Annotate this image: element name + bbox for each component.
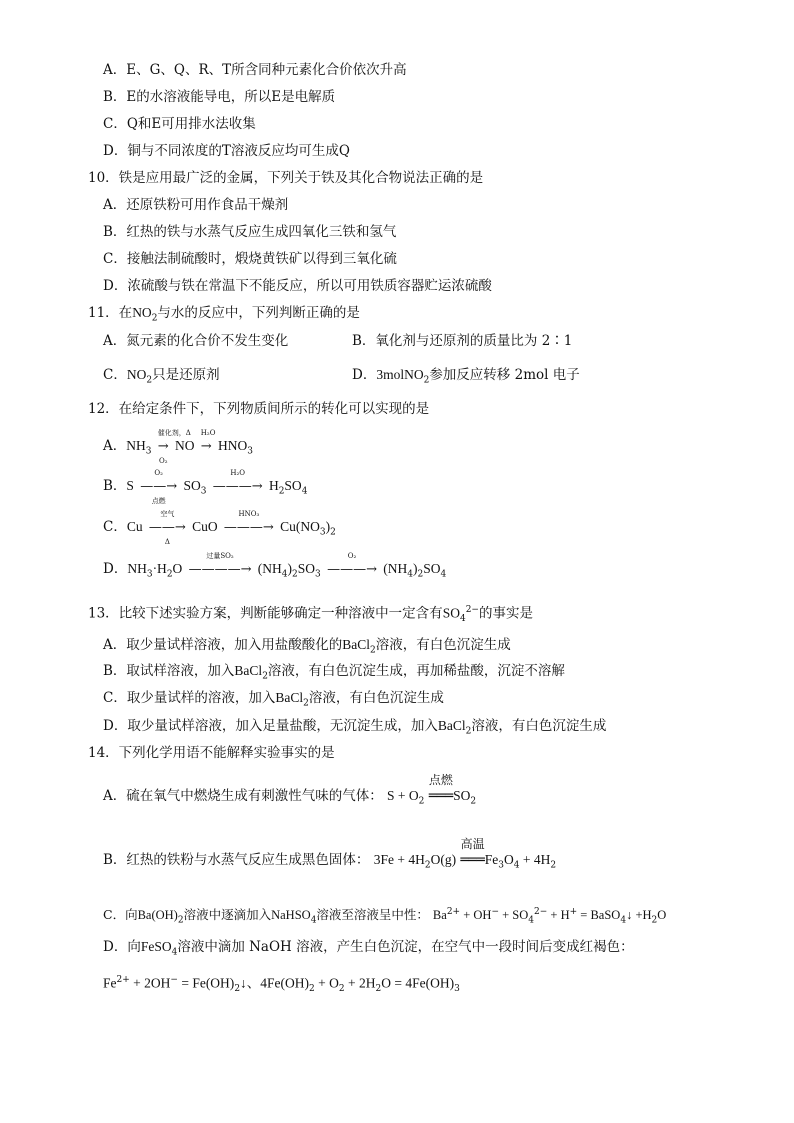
q13-option-c: C．取少量试样的溶液，加入BaCl$_2$溶液，有白色沉淀生成 <box>103 690 444 709</box>
q14-option-a: A．硫在氧气中燃烧生成有刺激性气味的气体： $S + O_2$ 点燃 $═══SO_2$ <box>103 773 477 807</box>
q12-option-b: B．S O₂ ——→ 点燃 $SO_3$ H₂O ———→ $H_2SO_4$ <box>103 469 308 505</box>
q14-option-d-equation: $Fe^{2+} + 2OH^-$ = $Fe(OH)_2↓$、$4Fe(OH)_2 + O_2 + 2H_2O = 4Fe(OH)_3$ <box>103 975 460 995</box>
q12-stem: 12．在给定条件下，下列物质间所示的转化可以实现的是 <box>88 401 430 417</box>
q11-stem: 11．在$NO_2$与水的反应中，下列判断正确的是 <box>88 305 360 324</box>
q14-option-b: B．红热的铁粉与水蒸气反应生成黑色固体： $3Fe + 4H_2O(g)$ 高温 $═══Fe_3O_4 + 4H_2$ <box>103 837 557 871</box>
q13-stem: 13．比较下述实验方案，判断能够确定一种溶液中一定含有$SO_4^{2-}$的事实是 <box>88 605 533 625</box>
q9-option-d: D．铜与不同浓度的T溶液反应均可生成Q <box>103 143 350 159</box>
reaction-condition-equals: 高温 ═══ <box>460 837 485 868</box>
q9-option-c: C．Q和E可用排水法收集 <box>103 116 256 132</box>
reaction-arrow: O₂ ———→ <box>327 552 377 577</box>
q13-option-b: B．取试样溶液，加入BaCl$_2$溶液，有白色沉淀生成，再加稀盐酸，沉淀不溶解 <box>103 663 565 682</box>
q10-option-b: B．红热的铁与水蒸气反应生成四氧化三铁和氢气 <box>103 224 397 240</box>
reaction-arrow: 过量SO₂ ————→ <box>188 552 252 577</box>
q10-option-a: A．还原铁粉可用作食品干燥剂 <box>103 197 289 213</box>
reaction-condition-equals: 点燃 ═══ <box>428 773 454 804</box>
q14-option-d: D．向FeSO$_4$溶液中滴加 NaOH 溶液，产生白色沉淀，在空气中一段时间后变成红褐色： <box>103 939 634 958</box>
q13-option-d: D．取少量试样溶液，加入足量盐酸，无沉淀生成，加入BaCl$_2$溶液，有白色沉淀生成 <box>103 718 607 737</box>
q10-stem: 10．铁是应用最广泛的金属，下列关于铁及其化合物说法正确的是 <box>88 170 484 186</box>
reaction-arrow: H₂O ———→ <box>212 469 263 494</box>
q10-option-d: D．浓硫酸与铁在常温下不能反应，所以可用铁质容器贮运浓硫酸 <box>103 278 492 294</box>
q13-option-a: A．取少量试样溶液，加入用盐酸酸化的BaCl$_2$溶液，有白色沉淀生成 <box>103 637 511 656</box>
q11-option-b: B．氧化剂与还原剂的质量比为 2∶1 <box>352 333 573 349</box>
q11-option-a: A．氮元素的化合价不发生变化 <box>103 333 289 349</box>
q9-option-b: B．E的水溶液能导电，所以E是电解质 <box>103 89 336 105</box>
q12-option-c: C．Cu 空气 ——→ Δ CuO HNO₃ ———→ $Cu(NO_3)_2$ <box>103 510 336 546</box>
reaction-arrow: HNO₃ ———→ <box>223 510 274 535</box>
reaction-arrow: 空气 ——→ Δ <box>148 510 186 546</box>
reaction-arrow: O₂ ——→ 点燃 <box>140 469 178 505</box>
reaction-arrow: H₂O → <box>200 429 216 454</box>
reaction-arrow: 催化剂，Δ → O₂ <box>157 429 191 465</box>
q14-option-c: C．向$Ba(OH)_2$溶液中逐滴加入NaHSO$_4$溶液至溶液呈中性： $Ba^{2+} + OH^- + SO_4^{2-} + H^+$ = BaSO$_4$↓ $+H_2O$ <box>103 907 667 926</box>
q10-option-c: C．接触法制硫酸时，煅烧黄铁矿以得到三氧化硫 <box>103 251 397 267</box>
q11-option-c: C．$NO_2$只是还原剂 <box>103 367 220 386</box>
q12-option-a: A．$NH_3$ 催化剂，Δ → O₂ NO H₂O → $HNO_3$ <box>103 429 253 465</box>
q12-option-d: D．$NH_3\cdot H_2O$ 过量SO₂ ————→ $(NH_4)_2SO_3$ O₂ ———→ $(NH_4)_2SO_4$ <box>103 552 447 580</box>
q11-option-d: D．3molNO$_2$参加反应转移 2mol 电子 <box>352 367 580 386</box>
q9-option-a: A．E、G、Q、R、T所含同种元素化合价依次升高 <box>103 62 407 78</box>
q14-stem: 14．下列化学用语不能解释实验事实的是 <box>88 745 335 761</box>
